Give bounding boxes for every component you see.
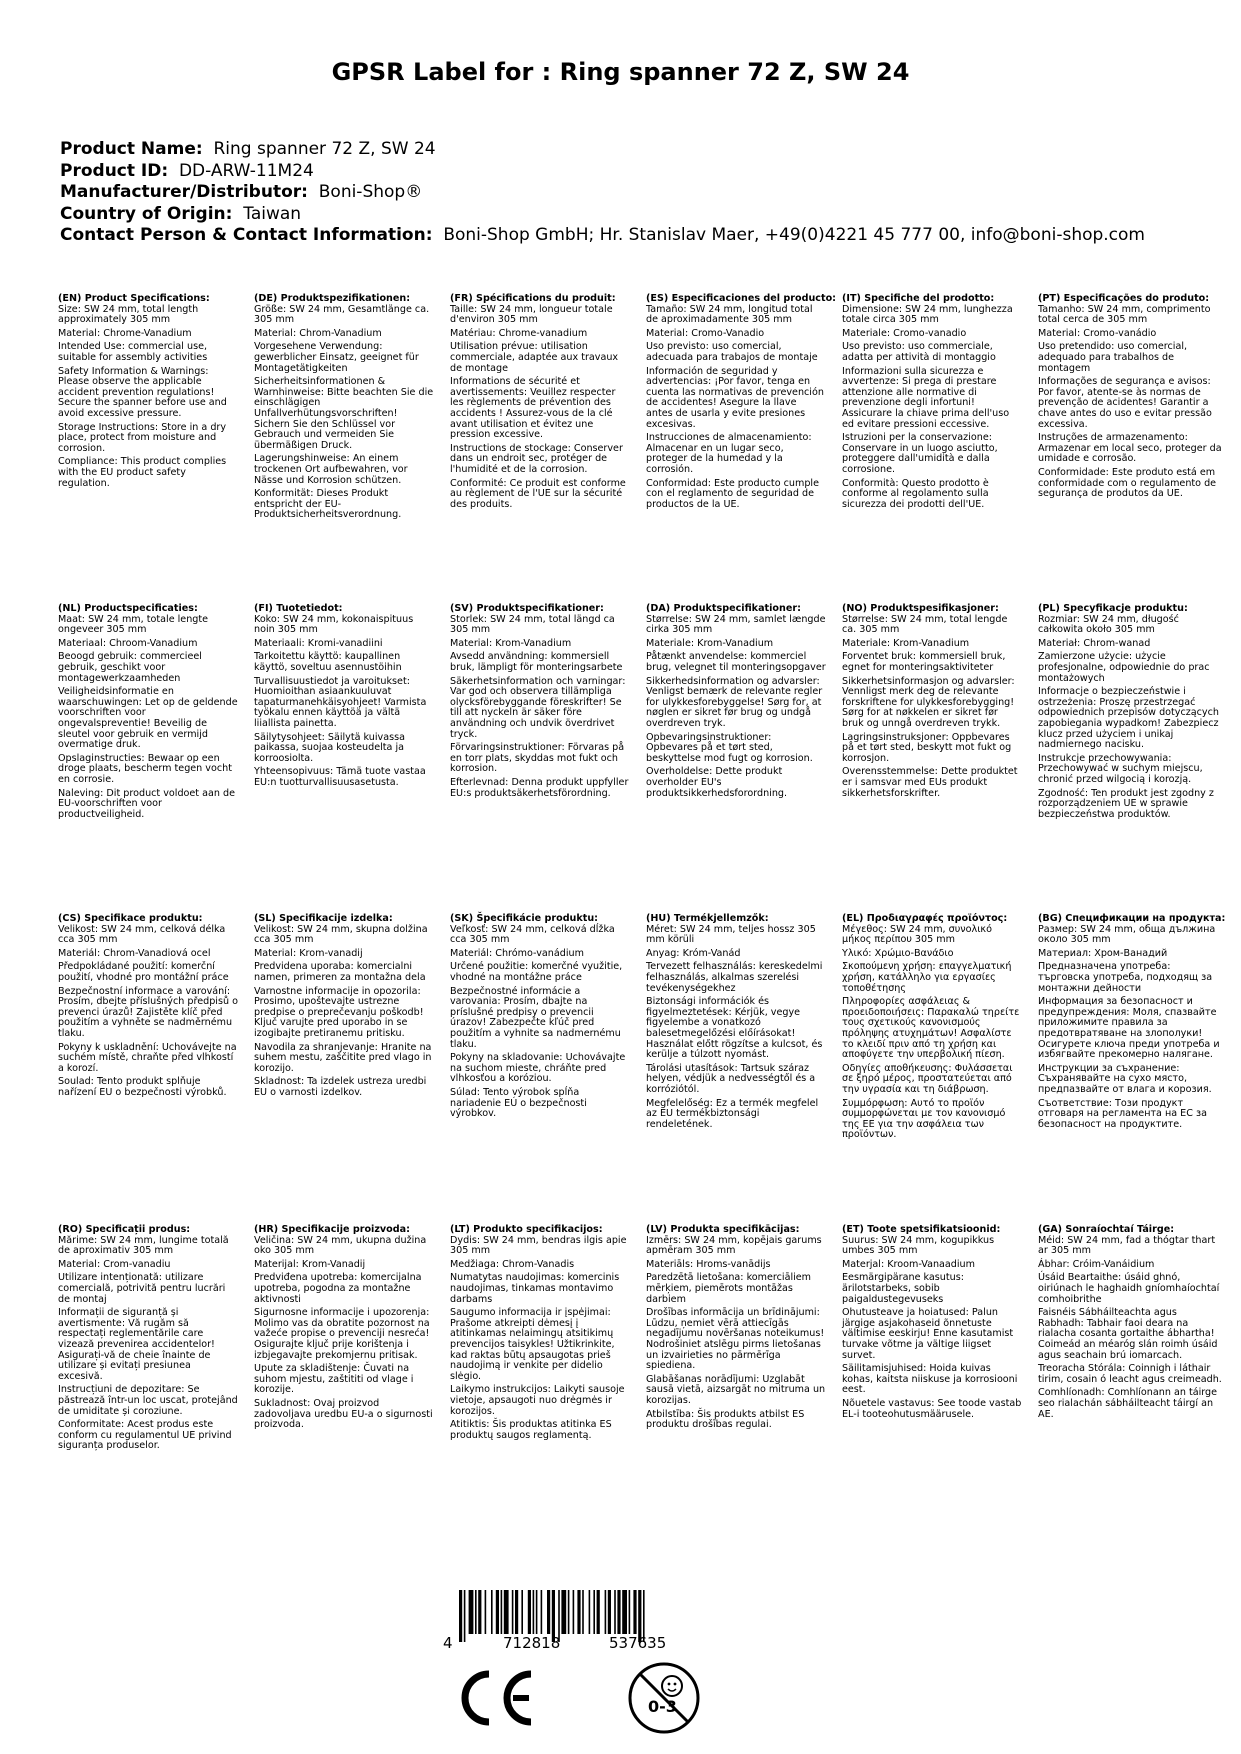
spec-paragraph: Material: Krom-vanadij <box>254 947 363 959</box>
spec-paragraph: Sigurnosne informacije i upozorenja: Molimo vas da obratite pozornost na važeće propise o prevenciji nesreća! Osigurajte ključ prije korištenja i izbjegavajte prekomjernu pritisak. <box>254 1307 430 1361</box>
spec-paragraph: Numatytas naudojimas: komercinis naudojimas, tinkamas montavimo darbams <box>450 1272 620 1305</box>
spec-paragraph: Lagringsinstruksjoner: Oppbevares på et tørt sted, beskytt mot fukt og korrosjon. <box>842 731 1012 764</box>
spec-paragraph: Material: Cromo-vanádio <box>1038 327 1157 339</box>
info-row <box>60 182 1145 204</box>
language-heading: (FR) Spécifications du produit: <box>450 293 616 304</box>
barcode-bar <box>597 1590 600 1634</box>
spec-paragraph: Materjal: Kroom-Vanaadium <box>842 1258 975 1270</box>
spec-paragraph: Upute za skladištenje: Čuvati na suhom mjestu, zaštititi od vlage i korozije. <box>254 1363 414 1396</box>
spec-paragraph: Paredzētā lietošana: komerciāliem mērķiem, piemērots montāžas darbiem <box>646 1272 812 1305</box>
language-heading: (LT) Produkto specifikacijos: <box>450 1224 603 1235</box>
barcode-bar <box>459 1590 462 1642</box>
spec-paragraph: Koko: SW 24 mm, kokonaispituus noin 305 mm <box>254 613 414 636</box>
age-0-3-warning-icon <box>626 1660 702 1740</box>
language-block <box>646 914 826 1133</box>
barcode-bar <box>521 1590 523 1634</box>
spec-paragraph: Varnostne informacije in opozorila: Prosimo, upoštevajte ustrezne predpise o preprečevanju poškodb! Ključ varujte pred uporabo in se izogibajte pretiranemu pritisku. <box>254 985 424 1039</box>
spec-paragraph: Material: Chrom-Vanadium <box>254 327 382 339</box>
spec-paragraph: Ábhar: Cróim-Vanáidium <box>1038 1258 1155 1270</box>
spec-paragraph: Veľkosť: SW 24 mm, celková dĺžka cca 305 mm <box>450 923 615 946</box>
barcode-bar <box>475 1590 477 1634</box>
spec-paragraph: Safety Information & Warnings: Please observe the applicable accident prevention regulations! Secure the spanner before use and avoid excessive pressure. <box>58 365 227 419</box>
language-block <box>254 604 434 792</box>
spec-paragraph: Rozmiar: SW 24 mm, długość całkowita około 305 mm <box>1038 613 1179 636</box>
barcode-bar <box>469 1590 474 1634</box>
info-label: Product ID: <box>60 160 169 181</box>
language-heading: (DA) Produktspecifikationer: <box>646 603 801 614</box>
barcode-bar <box>496 1590 499 1634</box>
spec-paragraph: Naleving: Dit product voldoet aan de EU-voorschriften voor productveiligheid. <box>58 787 235 820</box>
spec-paragraph: Overensstemmelse: Dette produktet er i samsvar med EUs produkt sikkerhetsforskrifter. <box>842 766 1018 799</box>
barcode-bar <box>547 1590 550 1634</box>
spec-paragraph: Předpokládané použití: komerční použití, vhodné pro montážní práce <box>58 961 229 983</box>
language-heading: (EN) Product Specifications: <box>58 293 210 304</box>
spec-paragraph: Súlad: Tento výrobok spĺňa nariadenie EÚ o bezpečnosti výrobkov. <box>450 1086 587 1120</box>
spec-paragraph: Materiał: Chrom-wanad <box>1038 637 1151 649</box>
spec-paragraph: Saugumo informacija ir įspėjimai: Prašome atkreipti dėmesį į atitinkamas nelaimingų atsitikimų prevencijos taisykles! Užtikrinkite, kad raktas būtų apsaugotas prieš naudojimą ir venkite per didelio slėgio. <box>450 1307 615 1382</box>
barcode-bar <box>504 1590 509 1634</box>
language-block <box>58 294 238 492</box>
spec-paragraph: Taille: SW 24 mm, longueur totale d'environ 305 mm <box>450 303 613 326</box>
spec-paragraph: Materiale: Krom-Vanadium <box>646 637 774 649</box>
language-heading: (HU) Termékjellemzők: <box>646 913 769 924</box>
spec-paragraph: Съответствие: Този продукт отговаря на регламента на ЕС за безопасност на продуктите. <box>1038 1097 1207 1130</box>
barcode-bar <box>593 1590 595 1634</box>
spec-paragraph: Instrukcje przechowywania: Przechowywać w suchym miejscu, chronić przed wilgocią i korozją. <box>1038 752 1203 785</box>
page-title: GPSR Label for : Ring spanner 72 Z, SW 24 <box>331 58 910 86</box>
language-heading: (PT) Especificações do produto: <box>1038 293 1210 304</box>
spec-paragraph: Sikkerhedsinformation og advarsler: Venligst bemærk de relevante regler for ulykkesforebyggelse! Sørg for, at nøglen er sikret før brug og undgå overdreven tryk. <box>646 675 823 729</box>
spec-paragraph: Tervezett felhasználás: kereskedelmi felhasználás, alkalmas szerelési tevékenységekhez <box>646 961 823 994</box>
spec-paragraph: Faisnéis Sábháilteachta agus Rabhadh: Tabhair faoi deara na rialacha cosanta gortaithe ábhartha! Coimeád an méaróg slán roimh úsáid agus seachain brú iomarcach. <box>1038 1307 1218 1361</box>
spec-paragraph: Οδηγίες αποθήκευσης: Φυλάσσεται σε ξηρό μέρος, προστατεύεται από την υγρασία και τη διάβρωση. <box>842 1062 1013 1095</box>
spec-paragraph: Určené použitie: komerčné využitie, vhodné na montážne práce <box>450 961 623 983</box>
spec-paragraph: Conformitate: Acest produs este conform cu regulamentul UE privind siguranța produselor. <box>58 1419 232 1452</box>
barcode-bar <box>589 1590 591 1634</box>
spec-paragraph: Sukladnost: Ovaj proizvod zadovoljava uredbu EU-a o sigurnosti proizvoda. <box>254 1397 433 1431</box>
barcode <box>443 1590 713 1650</box>
spec-paragraph: Méret: SW 24 mm, teljes hossz 305 mm körüli <box>646 923 816 946</box>
spec-paragraph: Nõuetele vastavus: See toode vastab EL-i tooteohutusmäärusele. <box>842 1397 1022 1420</box>
spec-paragraph: Navodila za shranjevanje: Hranite na suhem mestu, zaščitite pred vlago in korozijo. <box>254 1041 432 1074</box>
language-heading: (IT) Specifiche del prodotto: <box>842 293 995 304</box>
age-label: 0-3 <box>648 1697 677 1716</box>
spec-paragraph: Vorgesehene Verwendung: gewerblicher Einsatz, geeignet für Montagetätigkeiten <box>254 341 419 374</box>
spec-paragraph: Säilitamisjuhised: Hoida kuivas kohas, kaitsta niiskuse ja korrosiooni eest. <box>842 1363 1018 1396</box>
spec-paragraph: Treoracha Stórála: Coinnigh i láthair tirim, cosain ó leacht agus creimeadh. <box>1038 1363 1222 1385</box>
spec-paragraph: Instruções de armazenamento: Armazenar em local seco, proteger da umidade e corrosão. <box>1038 432 1222 465</box>
spec-paragraph: Storage Instructions: Store in a dry place, protect from moisture and corrosion. <box>58 421 227 454</box>
spec-paragraph: Materiál: Chrom-Vanadiová ocel <box>58 947 211 959</box>
spec-paragraph: Conformidad: Este producto cumple con el reglamento de seguridad de productos de la UE. <box>646 477 819 510</box>
spec-paragraph: Avsedd användning: kommersiell bruk, lämpligt för monteringsarbete <box>450 651 623 673</box>
spec-paragraph: Medžiaga: Chrom-Vanadis <box>450 1258 575 1270</box>
barcode-bar <box>573 1590 575 1634</box>
barcode-bar <box>633 1590 636 1634</box>
spec-paragraph: Conformità: Questo prodotto è conforme al regolamento sulla sicurezza dei prodotti dell'UE. <box>842 477 989 510</box>
spec-paragraph: Matériau: Chrome-vanadium <box>450 327 588 339</box>
language-heading: (NO) Produktspesifikasjoner: <box>842 603 999 614</box>
spec-paragraph: Инструкции за съхранение: Съхранявайте на сухо място, предпазвайте от влага и корозия. <box>1038 1062 1212 1095</box>
spec-paragraph: Méid: SW 24 mm, fad a thógtar thart ar 305 mm <box>1038 1234 1216 1257</box>
spec-paragraph: Suurus: SW 24 mm, kogupikkus umbes 305 mm <box>842 1234 995 1257</box>
language-block <box>254 1225 434 1434</box>
language-block <box>1038 1225 1224 1423</box>
barcode-bar <box>622 1590 627 1634</box>
spec-paragraph: Skladnost: Ta izdelek ustreza uredbi EU o varnosti izdelkov. <box>254 1076 427 1098</box>
language-block <box>1038 294 1224 503</box>
spec-paragraph: Pokyny na skladovanie: Uchovávajte na suchom mieste, chráňte pred vlhkosťou a koróziou. <box>450 1052 626 1085</box>
spec-paragraph: Instructions de stockage: Conserver dans un endroit sec, protéger de l'humidité et de la corrosion. <box>450 442 623 475</box>
spec-paragraph: Größe: SW 24 mm, Gesamtlänge ca. 305 mm <box>254 303 430 326</box>
spec-paragraph: Intended Use: commercial use, suitable for assembly activities <box>58 341 208 363</box>
language-block <box>450 604 630 802</box>
spec-paragraph: Sikkerhetsinformasjon og advarsler: Vennligst merk deg de relevante forskriftene for ulykkesforebygging! Sørg for at nøkkelen er sikret før bruk og unngå overdreven trykk. <box>842 675 1015 729</box>
spec-paragraph: Material: Crom-vanadiu <box>58 1258 171 1270</box>
language-block <box>58 1225 238 1455</box>
spec-paragraph: Eesmärgipärane kasutus: ärilotstarbeks, sobib paigaldustegevuseks <box>842 1272 964 1305</box>
barcode-bar <box>582 1590 584 1634</box>
language-heading: (HR) Specifikacije proizvoda: <box>254 1224 410 1235</box>
spec-paragraph: Sicherheitsinformationen & Warnhinweise: Bitte beachten Sie die einschlägigen Unfallverhütungsvorschriften! Sichern Sie den Schlüssel vor Gebrauch und vermeiden Sie übermäßigen Druck. <box>254 376 434 451</box>
spec-paragraph: Biztonsági információk és figyelmeztetések: Kérjük, vegye figyelembe a vonatkozó balesetmegelőzési előírásokat! Használat előtt rögzítse a kulcsot, és kerülje a túlzott nyomást. <box>646 996 823 1061</box>
spec-paragraph: Säilytysohjeet: Säilytä kuivassa paikassa, suojaa kosteudelta ja korroosiolta. <box>254 731 405 764</box>
spec-paragraph: Lagerungshinweise: An einem trockenen Ort aufbewahren, vor Nässe und Korrosion schützen. <box>254 453 408 486</box>
barcode-bars <box>443 1590 713 1642</box>
spec-paragraph: Predvidena uporaba: komercialni namen, primeren za montažna dela <box>254 961 426 983</box>
spec-paragraph: Størrelse: SW 24 mm, total lengde ca. 305 mm <box>842 613 1008 636</box>
spec-paragraph: Atbilstība: Šis produkts atbilst ES produktu drošības regulai. <box>646 1408 805 1431</box>
barcode-bar <box>515 1590 518 1634</box>
spec-paragraph: Overholdelse: Dette produkt overholder EU's produktsikkerhedsforordning. <box>646 766 788 799</box>
ce-mark-icon <box>455 1668 537 1732</box>
spec-paragraph: Säkerhetsinformation och varningar: Var god och observera tillämpliga olycksförebyggande föreskrifter! Se till att nyckeln är säker före användning och undvik överdrivet tryck. <box>450 675 626 740</box>
spec-paragraph: Turvallisuustiedot ja varoitukset: Huomioithan asiaankuuluvat tapaturmanehkäisyohjeet! Varmista työkalu ennen käyttöä ja vältä liiallista painetta. <box>254 675 427 729</box>
language-block <box>1038 914 1224 1133</box>
barcode-bar <box>528 1590 531 1634</box>
spec-paragraph: Tamaño: SW 24 mm, longitud total de aproximadamente 305 mm <box>646 303 813 326</box>
spec-paragraph: Conformité: Ce produit est conforme au règlement de l'UE sur la sécurité des produits. <box>450 477 626 510</box>
language-block <box>450 294 630 513</box>
barcode-bar <box>536 1590 538 1634</box>
language-block <box>1038 604 1224 823</box>
spec-paragraph: Yhteensopivuus: Tämä tuote vastaa EU:n tuotturvallisuusasetusta. <box>254 766 426 788</box>
spec-paragraph: Izmērs: SW 24 mm, kopējais garums apmēram 305 mm <box>646 1234 822 1257</box>
info-value: Ring spanner 72 Z, SW 24 <box>213 139 436 159</box>
product-info <box>60 139 1145 247</box>
spec-paragraph: Dydis: SW 24 mm, bendras ilgis apie 305 mm <box>450 1234 627 1257</box>
language-heading: (SK) Špecifikácie produktu: <box>450 913 599 924</box>
spec-paragraph: Zamierzone użycie: użycie profesjonalne, odpowiednie do prac montażowych <box>1038 651 1210 684</box>
barcode-digits-left: 712818 <box>503 1634 561 1652</box>
spec-paragraph: Konformität: Dieses Produkt entspricht der EU-Produktsicherheitsverordnung. <box>254 488 402 521</box>
spec-paragraph: Informații de siguranță și avertismente: Vă rugăm să respectați reglementările care vizează prevenirea accidentelor! Asigurați-vă de cheie înainte de utilizare și evitați presiunea excesivă. <box>58 1307 215 1382</box>
spec-paragraph: Megfelelőség: Ez a termék megfelel az EU termékbiztonsági rendeletének. <box>646 1097 819 1130</box>
spec-paragraph: Materiál: Chrómo-vanádium <box>450 947 584 959</box>
spec-paragraph: Ohutusteave ja hoiatused: Palun järgige asjakohaseid õnnetuste vältimise eeskirju! Enne kasutamist turvake võtme ja vältige liigset survet. <box>842 1307 1014 1361</box>
spec-paragraph: Σκοπούμενη χρήση: επαγγελματική χρήση, κατάλληλο για εργασίες τοποθέτησης <box>842 961 1012 994</box>
barcode-bar <box>533 1590 535 1634</box>
barcode-bar <box>605 1590 607 1634</box>
language-heading: (NL) Productspecificaties: <box>58 603 198 614</box>
language-block <box>646 293 837 513</box>
spec-paragraph: Opbevaringsinstruktioner: Opbevares på et tørt sted, beskyttelse mod fugt og korrosion. <box>646 731 813 764</box>
spec-paragraph: Bezpečnostné informácie a varovania: Prosím, dbajte na príslušné predpisy o prevencii úrazov! Zabezpečte kľúč pred použitím a vyhnite sa nadmernému tlaku. <box>450 985 621 1050</box>
spec-paragraph: Glabāšanas norādījumi: Uzglabāt sausā vietā, aizsargāt no mitruma un korozijas. <box>646 1373 826 1406</box>
barcode-bar <box>617 1590 620 1634</box>
info-value: Boni-Shop GmbH; Hr. Stanislav Maer, +49(0)4221 45 777 00, info@boni-shop.com <box>443 225 1145 245</box>
language-heading: (DE) Produktspezifikationen: <box>254 293 411 304</box>
info-row <box>60 139 1145 161</box>
spec-paragraph: Materiaal: Chroom-Vanadium <box>58 637 198 649</box>
spec-paragraph: Размер: SW 24 mm, обща дължина около 305 mm <box>1038 923 1216 946</box>
language-heading: (FI) Tuotetiedot: <box>254 603 343 614</box>
language-block <box>450 1225 630 1444</box>
language-block <box>842 604 1022 802</box>
barcode-bar <box>541 1590 543 1634</box>
language-heading: (GA) Sonraíochtaí Táirge: <box>1038 1224 1175 1235</box>
language-block <box>58 604 238 823</box>
spec-paragraph: Predviđena upotreba: komercijalna upotreba, pogodna za montažne aktivnosti <box>254 1272 422 1305</box>
spec-paragraph: Anyag: Króm-Vanád <box>646 947 741 959</box>
barcode-bar <box>478 1590 481 1634</box>
spec-paragraph: Material: Chrome-Vanadium <box>58 327 192 339</box>
barcode-bar <box>485 1590 487 1634</box>
spec-paragraph: Πληροφορίες ασφάλειας & προειδοποιήσεις: Παρακαλώ τηρείτε τους σχετικούς κανονισμούς πρόληψης ατυχημάτων! Ασφαλίστε το κλειδί πριν από τη χρήση και αποφύγετε την υπερβολική πίεση. <box>842 996 1020 1061</box>
spec-paragraph: Uso previsto: uso comercial, adecuada para trabajos de montaje <box>646 341 818 363</box>
spec-paragraph: Μέγεθος: SW 24 mm, συνολικό μήκος περίπου 305 mm <box>842 923 992 946</box>
language-heading: (PL) Specyfikacje produktu: <box>1038 603 1188 614</box>
spec-paragraph: Conformidade: Este produto está em conformidade com o regulamento de segurança de produtos da UE. <box>1038 466 1217 500</box>
barcode-digits-right: 537635 <box>609 1634 667 1652</box>
spec-paragraph: Efterlevnad: Denna produkt uppfyller EU:s produktsäkerhetsförordning. <box>450 776 629 799</box>
spec-paragraph: Velikost: SW 24 mm, celková délka cca 305 mm <box>58 923 226 946</box>
info-value: DD-ARW-11M24 <box>178 160 314 181</box>
language-block <box>842 1225 1022 1423</box>
spec-paragraph: Uso pretendido: uso comercial, adequado para trabalhos de montagem <box>1038 341 1188 374</box>
spec-paragraph: Materiāls: Hroms-vanādijs <box>646 1258 771 1270</box>
language-block <box>646 1225 826 1434</box>
barcode-bar <box>491 1590 493 1634</box>
spec-paragraph: Tárolási utasítások: Tartsuk száraz helyen, védjük a nedvességtől és a korróziótól. <box>646 1062 816 1095</box>
info-label: Manufacturer/Distributor: <box>60 182 308 202</box>
spec-paragraph: Предназначена употреба: търговска употреба, подходящ за монтажни дейности <box>1038 961 1213 994</box>
language-heading: (SL) Specifikacije izdelka: <box>254 913 393 924</box>
spec-paragraph: Størrelse: SW 24 mm, samlet længde cirka 305 mm <box>646 613 826 636</box>
barcode-bar <box>568 1590 570 1634</box>
spec-paragraph: Materijal: Krom-Vanadij <box>254 1258 366 1270</box>
language-heading: (BG) Спецификации на продукта: <box>1038 913 1226 924</box>
spec-paragraph: Materiale: Krom-Vanadium <box>842 637 970 649</box>
barcode-bar <box>629 1590 631 1634</box>
spec-paragraph: Úsáid Beartaithe: úsáid ghnó, oiriúnach le haghaidh gníomhaíochtaí comhoibrithe <box>1038 1272 1220 1305</box>
spec-paragraph: Atitiktis: Šis produktas atitinka ES produktų saugos reglamentą. <box>450 1419 612 1441</box>
spec-paragraph: Veiligheidsinformatie en waarschuwingen: Let op de geldende voorschriften voor ongevalspreventie! Beveilig de sleutel voor gebruik en vermijd overmatige druk. <box>58 686 238 751</box>
info-row <box>60 225 1145 247</box>
spec-paragraph: Материал: Хром-Ванадий <box>1038 947 1168 959</box>
spec-paragraph: Bezpečnostní informace a varování: Prosím, dbejte příslušných předpisů o prevenci úrazů! Zajistěte klíč před použitím a vyhněte se nadměrnému tlaku. <box>58 985 238 1039</box>
info-label: Contact Person & Contact Information: <box>60 225 433 245</box>
spec-paragraph: Información de seguridad y advertencias: ¡Por favor, tenga en cuenta las normativas de prevención de accidentes! Asegure la llave antes de usarla y evite presiones excesivas. <box>646 365 824 430</box>
spec-paragraph: Materiale: Cromo-vanadio <box>842 327 967 339</box>
spec-paragraph: Beoogd gebruik: commercieel gebruik, geschikt voor montagewerkzaamheden <box>58 651 202 684</box>
barcode-bar <box>561 1590 566 1634</box>
spec-paragraph: Υλικό: Χρώμιο-Βανάδιο <box>842 947 954 959</box>
spec-paragraph: Informacje o bezpieczeństwie i ostrzeżenia: Proszę przestrzegać odpowiednich przepisów dotyczących zapobiegania wypadkom! Zabezpiecz klucz przed użyciem i unikaj nadmiernego nacisku. <box>1038 686 1219 751</box>
spec-paragraph: Informações de segurança e avisos: Por favor, atente-se às normas de prevenção de acidentes! Garantir a chave antes do uso e evitar pressão excessiva. <box>1038 376 1212 430</box>
spec-paragraph: Opslaginstructies: Bewaar op een droge plaats, bescherm tegen vocht en corrosie. <box>58 752 232 785</box>
spec-paragraph: Συμμόρφωση: Αυτό το προϊόν συμμορφώνεται με τον κανονισμό της ΕΕ για την ασφάλεια των προϊόντων. <box>842 1097 1006 1141</box>
spec-paragraph: Instrucțiuni de depozitare: Se păstrează într-un loc uscat, protejând de umiditate și coroziune. <box>58 1384 238 1417</box>
spec-paragraph: Informations de sécurité et avertissements: Veuillez respecter les règlements de prévention des accidents ! Assurez-vous de la clé avant utilisation et évitez une pression excessive. <box>450 376 616 441</box>
spec-paragraph: Påtænkt anvendelse: kommerciel brug, velegnet til monteringsopgaver <box>646 651 826 673</box>
barcode-bar <box>577 1590 580 1634</box>
spec-paragraph: Istruzioni per la conservazione: Conservare in un luogo asciutto, proteggere dall'umidità e dalla corrosione. <box>842 432 998 475</box>
language-heading: (ET) Toote spetsifikatsioonid: <box>842 1224 1001 1235</box>
spec-paragraph: Tarkoitettu käyttö: kaupallinen käyttö, soveltuu asennustöihin <box>254 651 402 673</box>
info-value: Boni-Shop® <box>318 182 423 202</box>
spec-paragraph: Material: Cromo-Vanadio <box>646 327 765 339</box>
spec-paragraph: Velikost: SW 24 mm, skupna dolžina cca 305 mm <box>254 923 428 946</box>
barcode-bar <box>614 1590 616 1634</box>
spec-paragraph: Storlek: SW 24 mm, total längd ca 305 mm <box>450 613 615 636</box>
barcode-bar <box>501 1590 503 1634</box>
info-row <box>60 161 1145 183</box>
info-label: Product Name: <box>60 139 203 159</box>
info-value: Taiwan <box>243 203 302 224</box>
spec-paragraph: Uso previsto: uso commerciale, adatta per attività di montaggio <box>842 341 996 363</box>
spec-paragraph: Drošības informācija un brīdinājumi: Lūdzu, ņemiet vērā attiecīgās negadījumu novēršanas noteikumus! Nodrošiniet atslēgu pirms lietošanas un izvairieties no pārmērīga spiediena. <box>646 1307 825 1372</box>
barcode-bar <box>464 1590 466 1642</box>
spec-paragraph: Material: Krom-Vanadium <box>450 637 572 649</box>
language-block <box>254 914 434 1102</box>
spec-paragraph: Soulad: Tento produkt splňuje nařízení EU o bezpečnosti výrobků. <box>58 1076 227 1098</box>
language-heading: (LV) Produkta specifikācijas: <box>646 1224 800 1235</box>
spec-paragraph: Информация за безопасност и предупреждения: Моля, спазвайте приложимите правила за предотвратяване на злополуки! Осигурете ключа преди употреба и избягвайте прекомерно налягане. <box>1038 996 1220 1061</box>
spec-paragraph: Förvaringsinstruktioner: Förvaras på en torr plats, skyddas mot fukt och korrosion. <box>450 742 625 775</box>
spec-paragraph: Veličina: SW 24 mm, ukupna dužina oko 305 mm <box>254 1234 427 1257</box>
language-heading: (EL) Προδιαγραφές προϊόντος: <box>842 913 1008 924</box>
language-block <box>58 914 238 1102</box>
spec-paragraph: Size: SW 24 mm, total length approximately 305 mm <box>58 303 199 326</box>
language-heading: (CS) Specifikace produktu: <box>58 913 203 924</box>
spec-paragraph: Comhlíonadh: Comhlíonann an táirge seo rialachán sábháilteacht táirgí an AE. <box>1038 1387 1218 1420</box>
spec-paragraph: Informazioni sulla sicurezza e avvertenze: Si prega di prestare attenzione alle normative di prevenzione degli infortuni! Assicurare la chiave prima dell'uso ed evitare pressioni eccessive. <box>842 365 1010 430</box>
spec-paragraph: Materiaali: Kromi-vanadiini <box>254 637 383 649</box>
spec-paragraph: Mărime: SW 24 mm, lungime totală de aproximativ 305 mm <box>58 1234 229 1257</box>
language-block <box>646 604 826 802</box>
language-heading: (RO) Specificații produs: <box>58 1224 191 1235</box>
spec-paragraph: Compliance: This product complies with the EU product safety regulation. <box>58 456 227 489</box>
language-block <box>842 294 1022 513</box>
spec-paragraph: Instrucciones de almacenamiento: Almacenar en un lugar seco, proteger de la humedad y la corrosión. <box>646 432 812 475</box>
spec-paragraph: Maat: SW 24 mm, totale lengte ongeveer 305 mm <box>58 613 209 636</box>
language-heading: (SV) Produktspecifikationer: <box>450 603 604 614</box>
spec-paragraph: Dimensione: SW 24 mm, lunghezza totale circa 305 mm <box>842 303 1013 326</box>
language-heading: (ES) Especificaciones del producto: <box>646 293 837 304</box>
language-block <box>842 914 1022 1144</box>
barcode-digit-first: 4 <box>443 1634 453 1652</box>
spec-paragraph: Pokyny k uskladnění: Uchovávejte na suchém místě, chraňte před vlhkostí a korozí. <box>58 1041 237 1074</box>
info-label: Country of Origin: <box>60 203 233 224</box>
barcode-bar <box>608 1590 611 1634</box>
spec-paragraph: Utilizare intenționată: utilizare comercială, potrivită pentru lucrări de montaj <box>58 1272 226 1305</box>
barcode-bar <box>512 1590 514 1634</box>
spec-paragraph: Utilisation prévue: utilisation commerciale, adaptée aux travaux de montage <box>450 341 619 374</box>
info-row <box>60 204 1145 226</box>
spec-paragraph: Zgodność: Ten produkt jest zgodny z rozporządzeniem UE w sprawie bezpieczeństwa produktów. <box>1038 787 1214 820</box>
language-block <box>450 914 630 1123</box>
spec-paragraph: Tamanho: SW 24 mm, comprimento total cerca de 305 mm <box>1038 303 1211 326</box>
spec-paragraph: Forventet bruk: kommersiell bruk, egnet for monteringsaktiviteter <box>842 651 1006 673</box>
language-block <box>254 294 434 524</box>
spec-paragraph: Laikymo instrukcijos: Laikyti sausoje vietoje, apsaugoti nuo drėgmės ir korozijos. <box>450 1384 625 1417</box>
